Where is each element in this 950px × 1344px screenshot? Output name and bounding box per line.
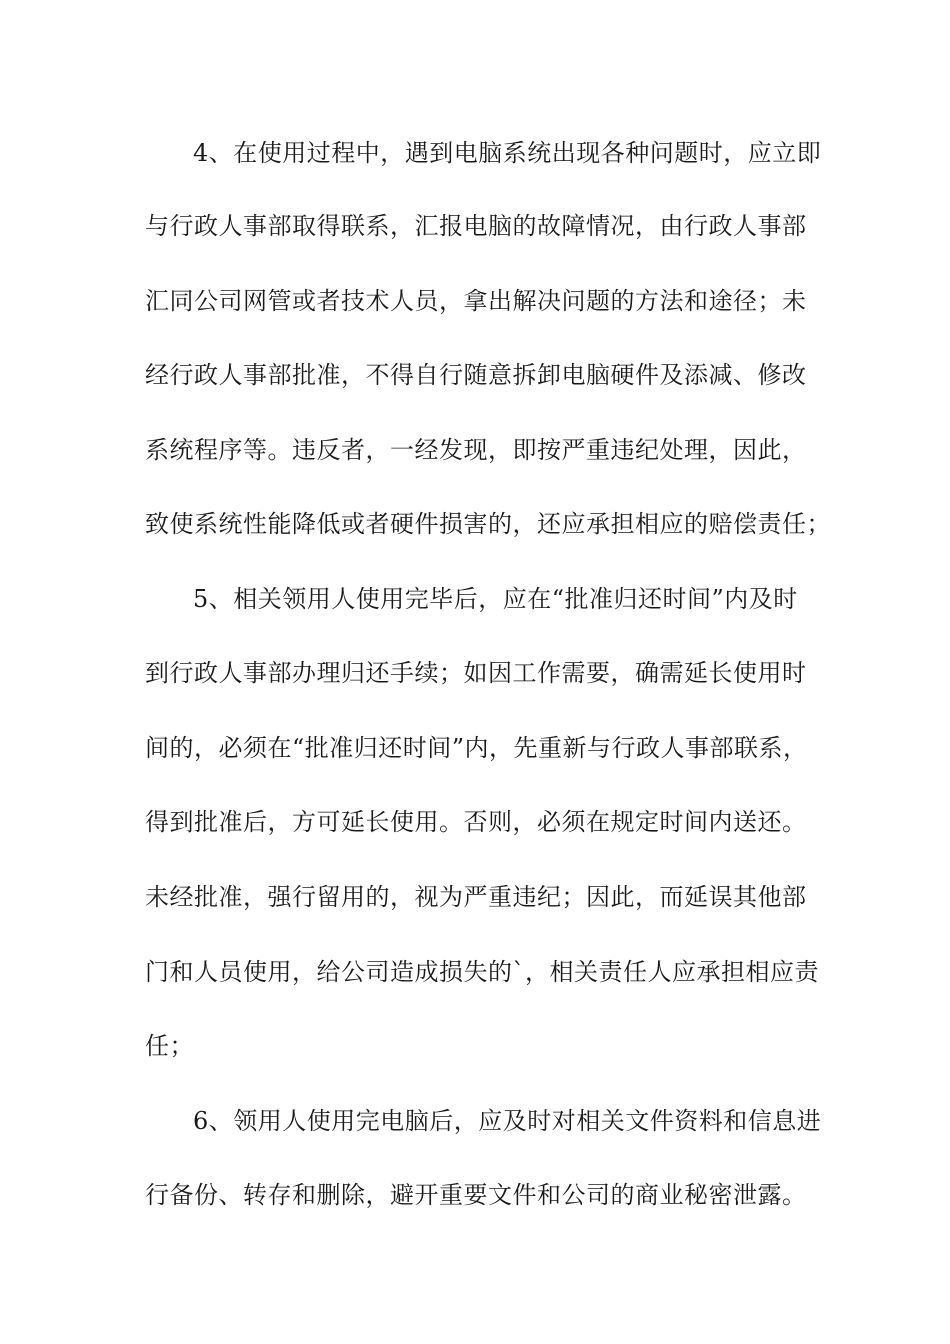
paragraph-5-line-4: 得到批准后，方可延长使用。否则，必须在规定时间内送还。: [145, 808, 807, 836]
paragraph-4-line-4: 经行政人事部批准，不得自行随意拆卸电脑硬件及添减、修改: [145, 361, 807, 389]
paragraph-5-line-1: 5、相关领用人使用完毕后，应在“批准归还时间”内及时: [193, 585, 798, 613]
paragraph-6-line-1: 6、领用人使用完电脑后，应及时对相关文件资料和信息进: [193, 1107, 822, 1135]
paragraph-4-line-5: 系统程序等。违反者，一经发现，即按严重违纪处理，因此，: [145, 436, 807, 464]
paragraph-5-line-2: 到行政人事部办理归还手续；如因工作需要，确需延长使用时: [145, 659, 807, 687]
paragraph-4-line-2: 与行政人事部取得联系，汇报电脑的故障情况，由行政人事部: [145, 212, 807, 240]
paragraph-4-line-1: 4、在使用过程中，遇到电脑系统出现各种问题时，应立即: [193, 139, 822, 167]
paragraph-5-line-7: 任；: [145, 1032, 194, 1060]
paragraph-5-line-6: 门和人员使用，给公司造成损失的`，相关责任人应承担相应责: [145, 958, 819, 986]
paragraph-4-line-3: 汇同公司网管或者技术人员，拿出解决问题的方法和途径；未: [145, 287, 807, 315]
paragraph-6-line-2: 行备份、转存和删除，避开重要文件和公司的商业秘密泄露。: [145, 1181, 807, 1209]
paragraph-5-line-3: 间的，必须在“批准归还时间”内，先重新与行政人事部联系，: [145, 734, 808, 762]
paragraph-4-line-6: 致使系统性能降低或者硬件损害的，还应承担相应的赔偿责任；: [145, 510, 831, 538]
paragraph-5-line-5: 未经批准，强行留用的，视为严重违纪；因此，而延误其他部: [145, 883, 807, 911]
